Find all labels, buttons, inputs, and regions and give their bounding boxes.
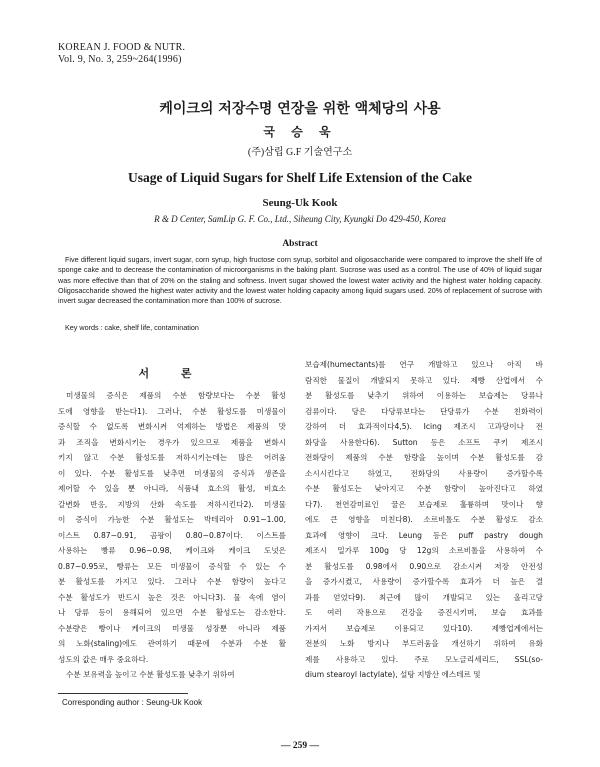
text-line: 검류이다. 당은 다당류보다는 단당류가 수분 친화력이	[305, 406, 543, 416]
text-line: 수분 활성도가 반드시 높은 것은 아니다3). 물 속에 염이	[58, 592, 286, 602]
text-line: 람직한 물질이 개발되지 못하고 있다. 제빵 산업에서 수	[305, 375, 543, 385]
text-line: 제를 사용하고 있다. 주로 모노글리세리드, SSL(so-	[305, 654, 543, 664]
text-line: 보습제(humectants)를 연구 개발하고 있으나 아직 바	[305, 360, 543, 369]
text-line: 화당을 사용한다6). Sutton 등은 소프트 쿠키 제조시	[305, 437, 543, 447]
korean-affiliation: (주)삼립 G.F 기술연구소	[247, 147, 353, 158]
text-line: 이스트 0.87~0.91, 곰팡이 0.80~0.87이다. 이스트를	[58, 530, 286, 540]
text-line: 증식할 수 없도록 변화시켜 억제하는 방법은 제품의 맛	[58, 422, 286, 431]
text-line: 미생물의 증식은 제품의 수분 함량보다는 수분 활성	[66, 391, 286, 400]
text-line: dium stearoyl lactylate), 설탕 지방산 에스테르 및	[305, 670, 481, 679]
text-line: 도에 영향을 받는다1). 그러나, 수분 활성도를 미생물이	[58, 406, 286, 416]
journal-volume: Vol. 9, No. 3, 259~264(1996)	[58, 54, 182, 65]
left-column	[58, 388, 286, 683]
text-line: 다7). 천연감미료인 꿀은 보습제로 훌륭하며 맛이나 향	[305, 499, 543, 509]
english-affiliation: R & D Center, SamLip G. F. Co., Ltd., Siheung City, Kyungki Do 429-450, Korea	[154, 214, 446, 224]
text-line: 강하여 더 효과적이다4,5). Icing 제조시 고과당이나 전	[305, 422, 543, 431]
abstract-text: Five different liquid sugars, invert sugar, corn syrup, high fructose corn syrup, sorbitol and oligosaccharide were compared to improve the shelf life of sponge cake and to decrease the contamination of microorganisms in the baking plant. Sucrose was used as a control. The use of 40% of liquid sugar was more effective than that of 20% on the staling and softness. Invert sugar showed the lowest water activity and the highest water holding capacity. Oligosaccharide showed the highest water activity and the lowest water holding capacity among liquid sugars used. 20% of replacement of sucrose with invert sugar decreased the contamination more than 100% of sucrose.	[58, 255, 542, 306]
text-line: 에도 큰 영향을 미친다8). 소르비톨도 수분 활성도 감소	[305, 515, 543, 524]
journal-name: KOREAN J. FOOD & NUTR.	[58, 42, 186, 53]
text-line: 가져서 보습제로 이용되고 있다10). 제빵업계에서는	[305, 623, 543, 633]
abstract-heading: Abstract	[282, 239, 318, 249]
text-line: 키지 않고 수분 활성도를 저하시키는데는 많은 어려움	[58, 453, 286, 462]
text-line: 소시시킨다고 하였고, 전화당의 사용량이 증가할수록	[305, 468, 543, 478]
text-line: 분 활성도를 가지고 있다. 그러나 수분 함량이 높다고	[58, 577, 286, 586]
keywords: Key words : cake, shelf life, contamination	[65, 323, 199, 332]
text-line: 이 증식이 가능한 수분 활성도는 박테리아 0.91~1.00,	[58, 515, 286, 524]
text-line: 수분량은 빵이나 케이크의 미생물 성장뿐 아니라 제품	[58, 623, 286, 633]
text-line: 과를 얻었다9). 최근에 많이 개발되고 있는 올리고당	[305, 592, 543, 602]
right-column	[305, 357, 543, 683]
text-line: 0.87~0.95로, 빵류는 모든 미생물이 증식할 수 있는 수	[58, 561, 286, 571]
journal-header	[58, 42, 185, 66]
text-line: 전분의 노화 방지나 부드러움을 개선하기 위하여 유화	[305, 639, 543, 648]
text-line: 효과에 영향이 크다. Leung 등은 puff pastry dough	[305, 530, 543, 540]
text-line: 수분 활성도는 낮아지고 수분 함량이 높아진다고 하였	[305, 484, 543, 493]
text-line: 이 있다. 수분 활성도를 낮추면 미생물의 증식과 생존을	[58, 468, 286, 478]
footnote: Corresponding author : Seung-Uk Kook	[62, 698, 203, 707]
page-number: — 259 —	[281, 741, 319, 751]
footnote-rule	[58, 693, 188, 694]
text-line: 제조시 밀가루 100g 당 12g의 소르비톨을 사용하여 수	[305, 546, 543, 555]
section-heading-introduction: 서 론	[138, 367, 206, 380]
text-line: 을 증가시켰고, 사용량이 증가할수록 효과가 더 높은 결	[305, 577, 543, 586]
text-line: 나 당류 등이 용해되어 있으면 수분 활성도는 감소한다.	[58, 608, 286, 617]
text-line: 과 조직을 변화시키는 경우가 있으므로 제품을 변화시	[58, 437, 286, 447]
text-line: 의 노화(staling)에도 관여하기 때문에 수분과 수분 활	[58, 639, 286, 648]
text-line: 도 여러 작용으로 건강을 증진시키며, 보습 효과를	[305, 608, 543, 617]
text-line: 성도의 값은 매우 중요하다.	[58, 654, 149, 664]
text-line: 수분 보유력을 높이고 수분 활성도를 낮추기 위하여	[66, 670, 235, 679]
english-title: Usage of Liquid Sugars for Shelf Life Extension of the Cake	[127, 170, 473, 185]
text-line: 전화당이 제품의 수분 함량을 높이며 수분 활성도를 감	[305, 453, 543, 462]
text-line: 분 활성도를 낮추기 위하여 이용하는 보습제는 당류나	[305, 391, 543, 400]
korean-author: 국 승 욱	[263, 125, 337, 139]
text-line: 갈변화 반응, 지방의 산화 속도를 저하시킨다2). 미생물	[58, 499, 286, 509]
english-author: Seung-Uk Kook	[262, 197, 338, 209]
text-line: 사용하는 빵류 0.96~0.98, 케이크와 케이크 도넛은	[58, 546, 286, 555]
korean-title: 케이크의 저장수명 연장을 위한 액체당의 사용	[159, 101, 441, 117]
text-line: 제어할 수 있을 뿐 아니라, 식품내 효소의 활성, 비효소	[58, 484, 286, 493]
text-line: 분 활성도를 0.98에서 0.90으로 감소시켜 저장 안전성	[305, 561, 543, 571]
